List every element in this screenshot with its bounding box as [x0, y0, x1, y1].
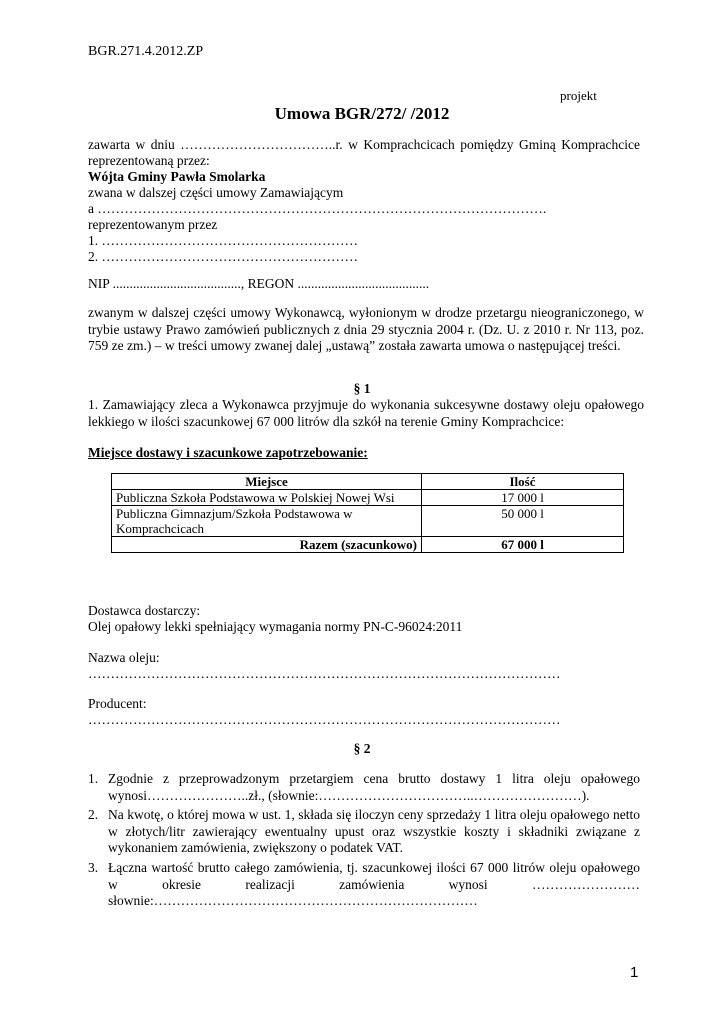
list-item	[88, 771, 640, 805]
table-cell-place: Publiczna Gimnazjum/Szkoła Podstawowa w Komprachcicach	[112, 506, 422, 537]
intro-line-represented: reprezentowaną przez:	[88, 153, 210, 168]
table-header-qty: Ilość	[422, 474, 624, 490]
list-item-number: 2.	[88, 807, 99, 822]
document-title: Umowa BGR/272/ /2012	[274, 104, 450, 123]
producer-blank: ……………………………………………………………………………………………	[88, 712, 561, 727]
nip-regon-line: NIP ......................................, REGON .......................................	[88, 276, 430, 291]
delivery-subheading: Miejsce dostawy i szacunkowe zapotrzebowanie:	[88, 445, 368, 460]
list-item-number: 3.	[88, 860, 99, 875]
intro-paragraph: zwanym w dalszej części umowy Wykonawcą, wyłonionym w drodze przetargu nieograniczonego, w trybie ustawy Prawo zamówień publicznych z dnia 29 stycznia 2004 r. (Dz. U. z 2010 r. Nr 113, poz. 759 ze zm.) – w treści umowy zwanej dalej „ustawą” została zawarta umowa o następującej treści.	[88, 305, 644, 353]
section-1-heading: § 1	[353, 381, 371, 396]
delivery-table	[111, 473, 624, 553]
list-item-number: 1.	[88, 771, 99, 786]
table-total-qty: 67 000 l	[422, 537, 624, 553]
section-2-heading: § 2	[353, 741, 371, 756]
table-cell-qty: 17 000 l	[422, 490, 624, 506]
section-1-text: 1. Zamawiający zleca a Wykonawca przyjmuje do wykonania sukcesywne dostawy oleju opałowego lekkiego w ilości szacunkowej 67 000 litrów dla szkół na terenie Gminy Komprachcice:	[88, 397, 644, 429]
intro-line-represented-by: reprezentowanym przez	[88, 217, 218, 232]
intro-line-rep-1: 1. …………………………………………………	[88, 233, 358, 248]
draft-label: projekt	[560, 88, 597, 103]
supplier-label: Dostawca dostarczy:	[88, 603, 201, 618]
list-item-text: Łączna wartość brutto całego zamówienia, tj. szacunkowej ilości 67 000 litrów oleju opałowego w okresie realizacji zamówienia wynosi ……………………słownie:………………………………………………………………	[108, 860, 640, 908]
intro-line-rep-2: 2. …………………………………………………	[88, 249, 358, 264]
table-row	[112, 506, 624, 537]
supplier-text: Olej opałowy lekki spełniający wymagania normy PN-C-96024:2011	[88, 619, 463, 634]
list-item-text: Na kwotę, o której mowa w ust. 1, składa się iloczyn ceny sprzedaży 1 litra oleju opałowego netto w złotych/litr zawierający ewentualny upust oraz wszystkie koszty i składniki związane z wykonaniem zamówienia, zwiększony o podatek VAT.	[108, 807, 640, 855]
document-reference: BGR.271.4.2012.ZP	[88, 44, 204, 59]
table-total-row	[112, 537, 624, 553]
page-number: 1	[630, 964, 639, 981]
table-header-place: Miejsce	[112, 474, 422, 490]
oil-name-blank: ……………………………………………………………………………………………	[88, 666, 561, 681]
intro-line-contractor: a ……………………………………………………………………………………….	[88, 201, 547, 216]
oil-name-label: Nazwa oleju:	[88, 650, 160, 665]
intro-line-date: zawarta w dniu ……………………………..r. w Komprachcicach pomiędzy Gminą Komprachcice	[88, 137, 640, 152]
producer-label: Producent:	[88, 696, 147, 711]
list-item-text: Zgodnie z przeprowadzonym przetargiem cena brutto dostawy 1 litra oleju opałowego wynosi…………………..zł., (słownie:……………………………..……………………).	[108, 771, 640, 803]
intro-line-orderer: zwana w dalszej części umowy Zamawiającym	[88, 185, 344, 200]
table-cell-place: Publiczna Szkoła Podstawowa w Polskiej Nowej Wsi	[112, 490, 422, 506]
list-item	[88, 807, 640, 859]
list-item	[88, 860, 640, 912]
table-header-row	[112, 474, 624, 490]
table-cell-qty: 50 000 l	[422, 506, 624, 537]
table-row	[112, 490, 624, 506]
table-total-label: Razem (szacunkowo)	[112, 537, 422, 553]
intro-line-mayor: Wójta Gminy Pawła Smolarka	[88, 169, 266, 184]
